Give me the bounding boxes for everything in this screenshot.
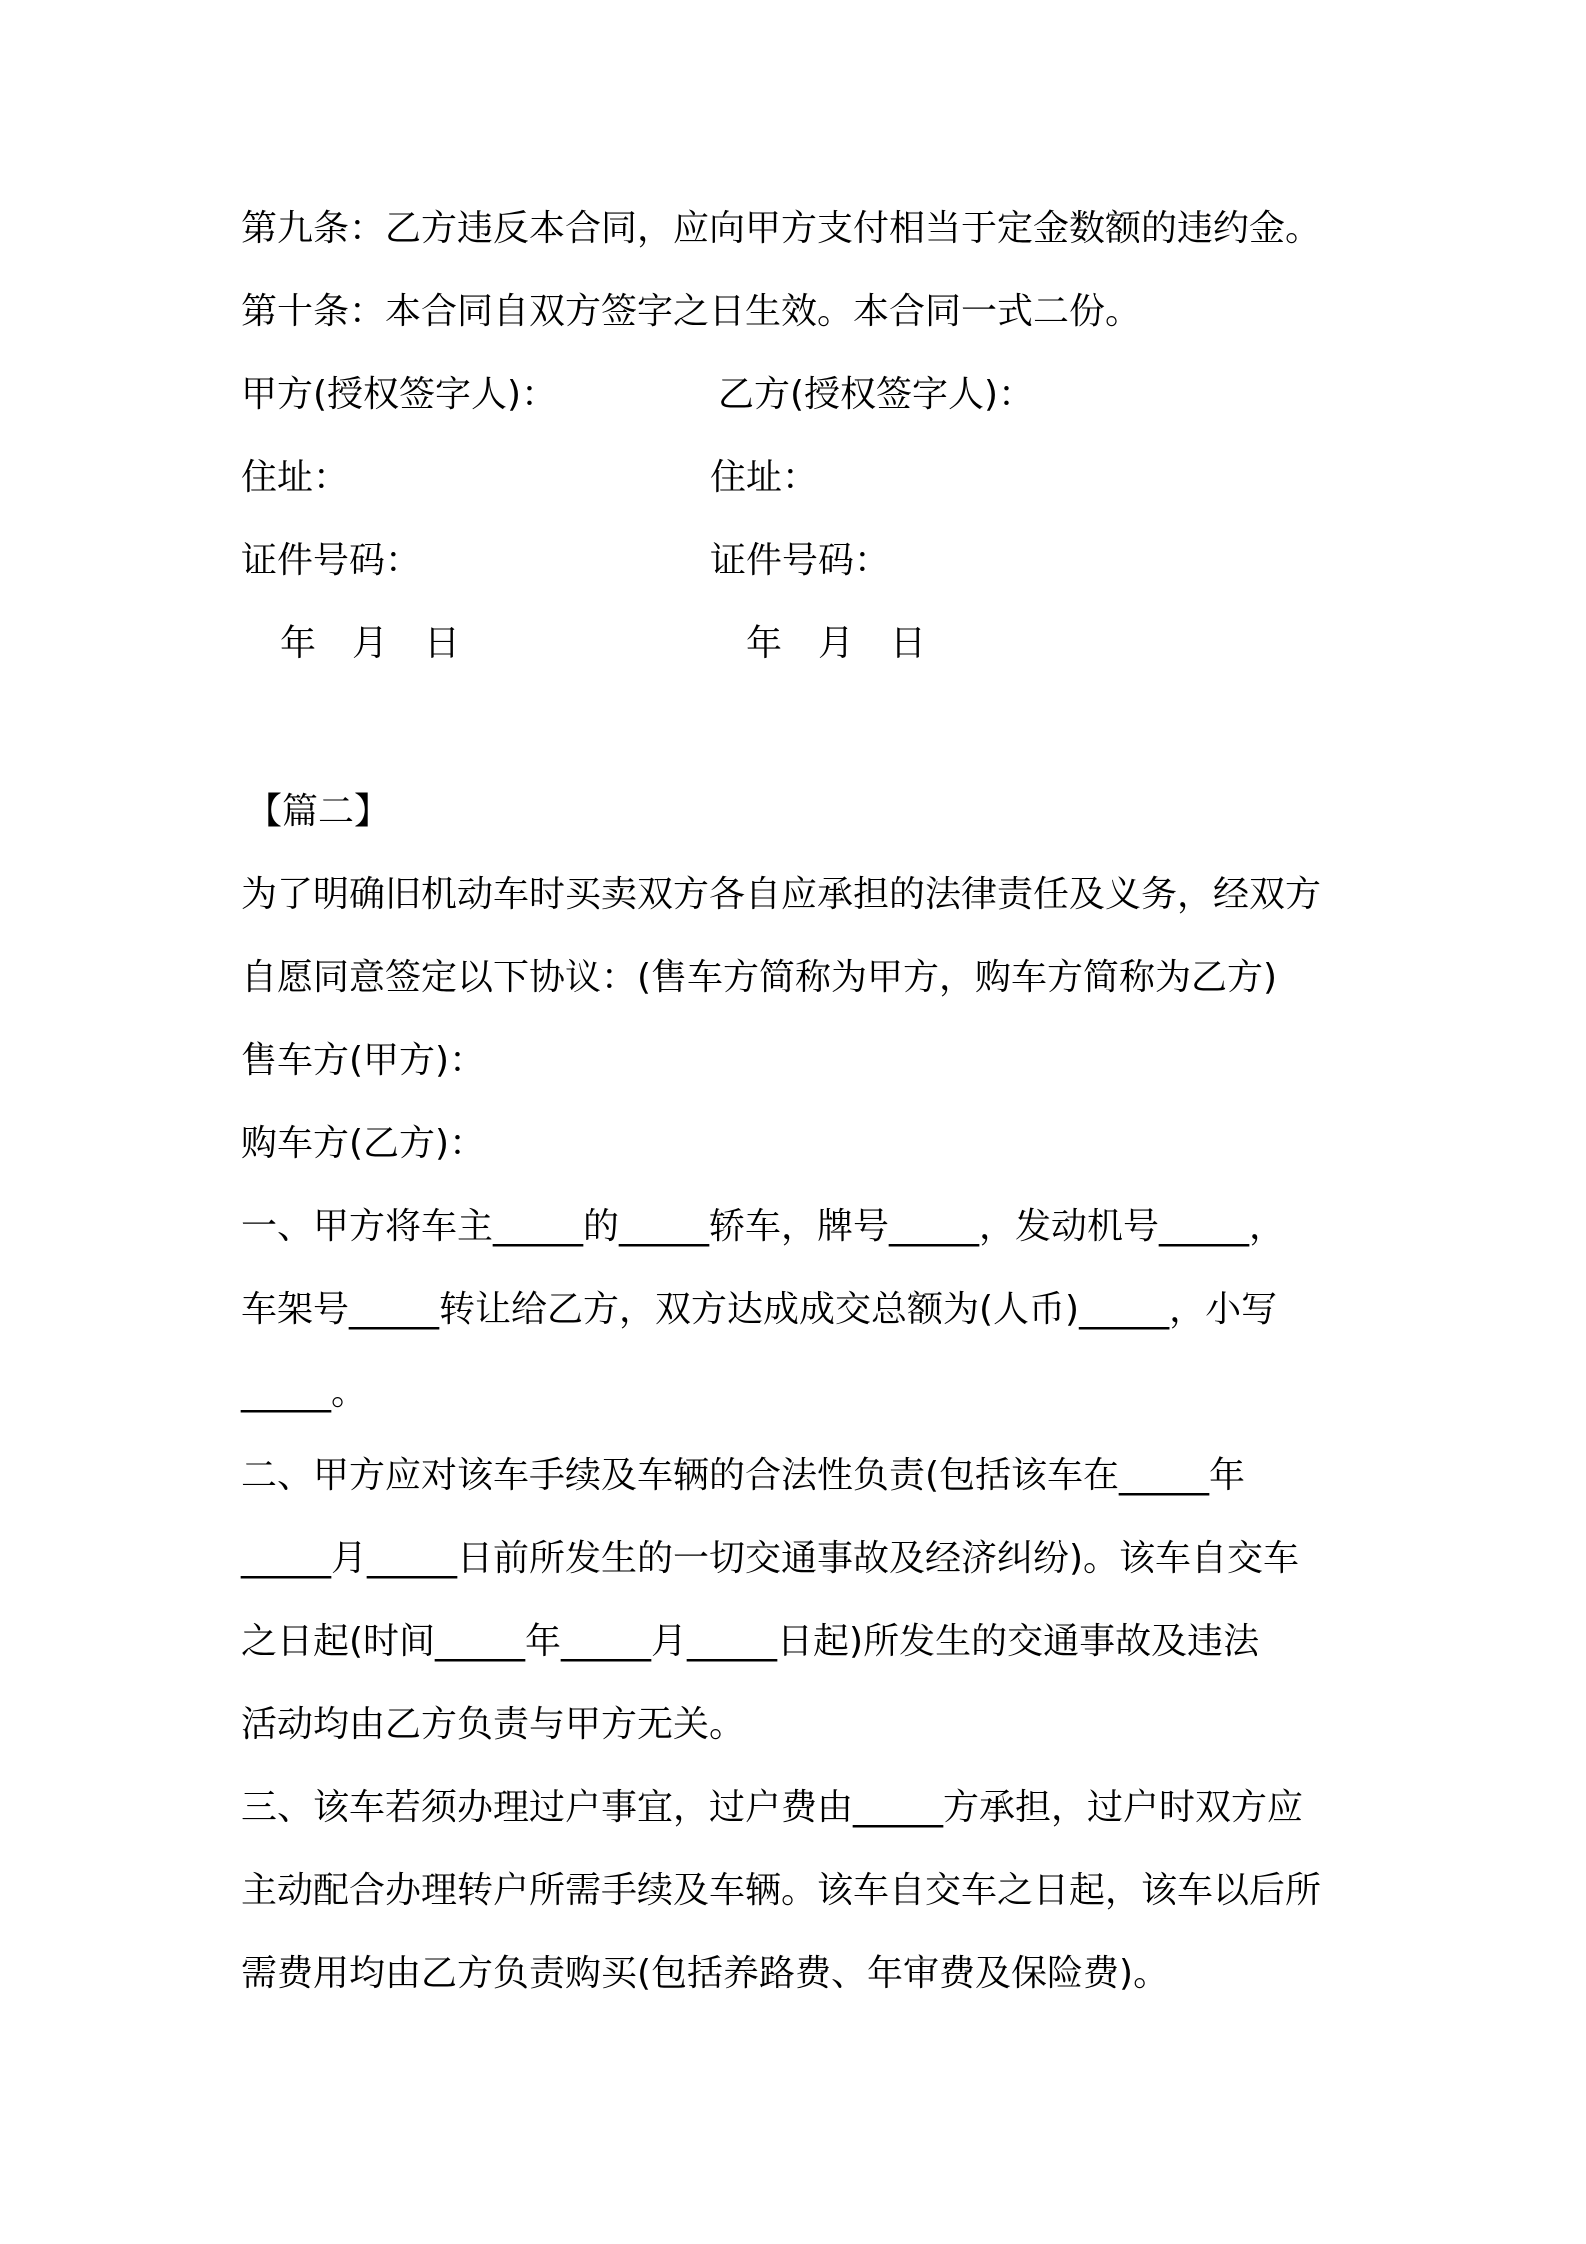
clause-2-line: _____月_____日前所发生的一切交通事故及经济纠纷)。该车自交车 (241, 1538, 1300, 1579)
buyer-label: 购车方(乙方)： (241, 1123, 486, 1164)
clause-3-line: 主动配合办理转户所需手续及车辆。该车自交车之日起，该车以后所 (241, 1870, 1322, 1911)
party-a-id-label: 证件号码： (241, 540, 422, 581)
clause-3-line: 三、该车若须办理过户事宜，过户费由_____方承担，过户时双方应 (241, 1787, 1304, 1828)
clause-2-line: 之日起(时间_____年_____月_____日起)所发生的交通事故及违法 (241, 1621, 1260, 1662)
paragraph-line: 自愿同意签定以下协议：(售车方简称为甲方，购车方简称为乙方) (241, 957, 1278, 998)
party-b-address-label: 住址： (710, 457, 819, 498)
paragraph-line: 为了明确旧机动车时买卖双方各自应承担的法律责任及义务，经双方 (241, 874, 1322, 915)
article-9: 第九条：乙方违反本合同，应向甲方支付相当于定金数额的违约金。 (241, 208, 1322, 249)
party-a-address-label: 住址： (241, 457, 350, 498)
seller-label: 售车方(甲方)： (241, 1040, 486, 1081)
section-heading: 【篇二】 (246, 791, 391, 832)
party-b-date: 年 月 日 (746, 623, 927, 664)
party-a-date: 年 月 日 (280, 623, 461, 664)
clause-2-line: 活动均由乙方负责与甲方无关。 (241, 1704, 746, 1745)
party-a-signatory-label: 甲方(授权签字人)： (241, 374, 558, 415)
clause-1-line: 一、甲方将车主_____的_____轿车，牌号_____，发动机号_____， (241, 1206, 1286, 1247)
clause-1-line: 车架号_____转让给乙方，双方达成成交总额为(人币)_____，小写 (241, 1289, 1278, 1330)
party-b-id-label: 证件号码： (710, 540, 891, 581)
article-10: 第十条：本合同自双方签字之日生效。本合同一式二份。 (241, 291, 1142, 332)
clause-2-line: 二、甲方应对该车手续及车辆的合法性负责(包括该车在_____年 (241, 1455, 1246, 1496)
party-b-signatory-label: 乙方(授权签字人)： (718, 374, 1035, 415)
clause-3-line: 需费用均由乙方负责购买(包括养路费、年审费及保险费)。 (241, 1953, 1170, 1994)
clause-1-line: _____。 (241, 1372, 368, 1413)
